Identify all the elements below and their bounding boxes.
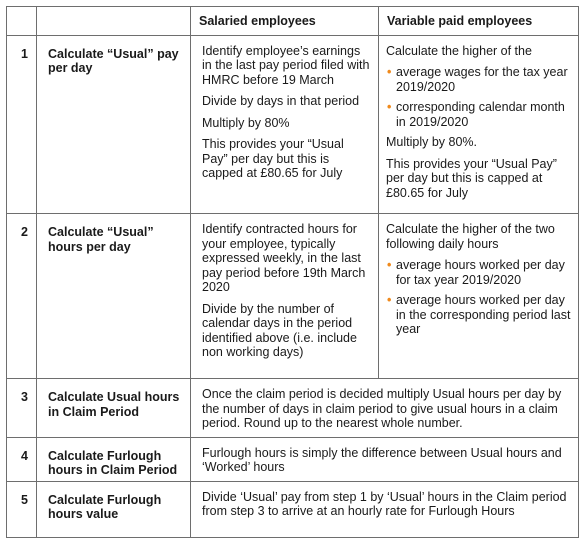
step-title: Calculate Usual hours in Claim Period — [37, 379, 191, 438]
salaried-text: Divide by the number of calendar days in the period identified above (i.e. include non working days) — [202, 301, 357, 359]
salaried-text: Multiply by 80% — [202, 115, 290, 130]
variable-intro: Calculate the higher of the two following daily hours — [386, 222, 555, 251]
step-number: 2 — [7, 214, 37, 379]
table-row — [7, 214, 579, 379]
variable-text: This provides your “Usual Pay” per day but this is capped at £80.65 for July — [386, 156, 557, 200]
variable-intro: Calculate the higher of the — [386, 43, 532, 58]
step-title: Calculate “Usual” hours per day — [37, 214, 191, 379]
list-item-text: corresponding calendar month in 2019/2020 — [396, 100, 565, 129]
step-title: Calculate Furlough hours value — [37, 481, 191, 537]
bullet-icon: • — [387, 258, 392, 272]
list-item — [386, 65, 572, 94]
salaried-text: This provides your “Usual Pay” per day but this is capped at £80.65 for July — [202, 137, 344, 180]
variable-bullet-list — [386, 258, 572, 337]
bullet-icon: • — [387, 293, 392, 307]
variable-cell — [379, 214, 579, 379]
step-title: Calculate Furlough hours in Claim Period — [37, 437, 191, 481]
bullet-icon: • — [387, 65, 392, 79]
variable-text: Multiply by 80%. — [386, 135, 478, 149]
list-item — [386, 258, 572, 287]
header-salaried: Salaried employees — [191, 7, 379, 36]
header-variable: Variable paid employees — [379, 7, 579, 36]
salaried-text: Identify contracted hours for your employee, typically expressed weekly, in the last pay period before 19th March 2020 — [202, 222, 366, 294]
list-item-text: average hours worked per day in the corresponding period last year — [396, 293, 571, 336]
list-item — [386, 293, 572, 337]
table-row — [7, 35, 579, 214]
bullet-icon: • — [387, 100, 392, 114]
header-step — [37, 7, 191, 36]
table-row — [7, 481, 579, 537]
list-item-text: average hours worked per day for tax year 2019/2020 — [396, 258, 565, 287]
furlough-calculation-table — [6, 6, 579, 538]
list-item-text: average wages for the tax year 2019/2020 — [396, 65, 568, 94]
salaried-cell — [191, 214, 379, 379]
table-row — [7, 379, 579, 438]
salaried-text: Divide by days in that period — [202, 94, 360, 108]
step-number: 4 — [7, 437, 37, 481]
step-number: 5 — [7, 481, 37, 537]
step-number: 1 — [7, 35, 37, 214]
header-num — [7, 7, 37, 36]
step-number: 3 — [7, 379, 37, 438]
step-description: Furlough hours is simply the difference between Usual hours and ‘Worked’ hours — [191, 437, 579, 481]
step-description: Once the claim period is decided multiply Usual hours per day by the number of days in claim period to give usual hours in a claim period. Round up to the nearest whole number. — [191, 379, 579, 438]
step-title: Calculate “Usual” pay per day — [37, 35, 191, 214]
step-description: Divide ‘Usual’ pay from step 1 by ‘Usual’ hours in the Claim period from step 3 to arrive at an hourly rate for Furlough Hours — [191, 481, 579, 537]
list-item — [386, 100, 572, 129]
variable-cell — [379, 35, 579, 214]
variable-bullet-list — [386, 65, 572, 129]
salaried-cell — [191, 35, 379, 214]
salaried-text: Identify employee’s earnings in the last pay period filed with HMRC before 19 March — [202, 43, 370, 87]
header-row — [7, 7, 579, 36]
table-row — [7, 437, 579, 481]
